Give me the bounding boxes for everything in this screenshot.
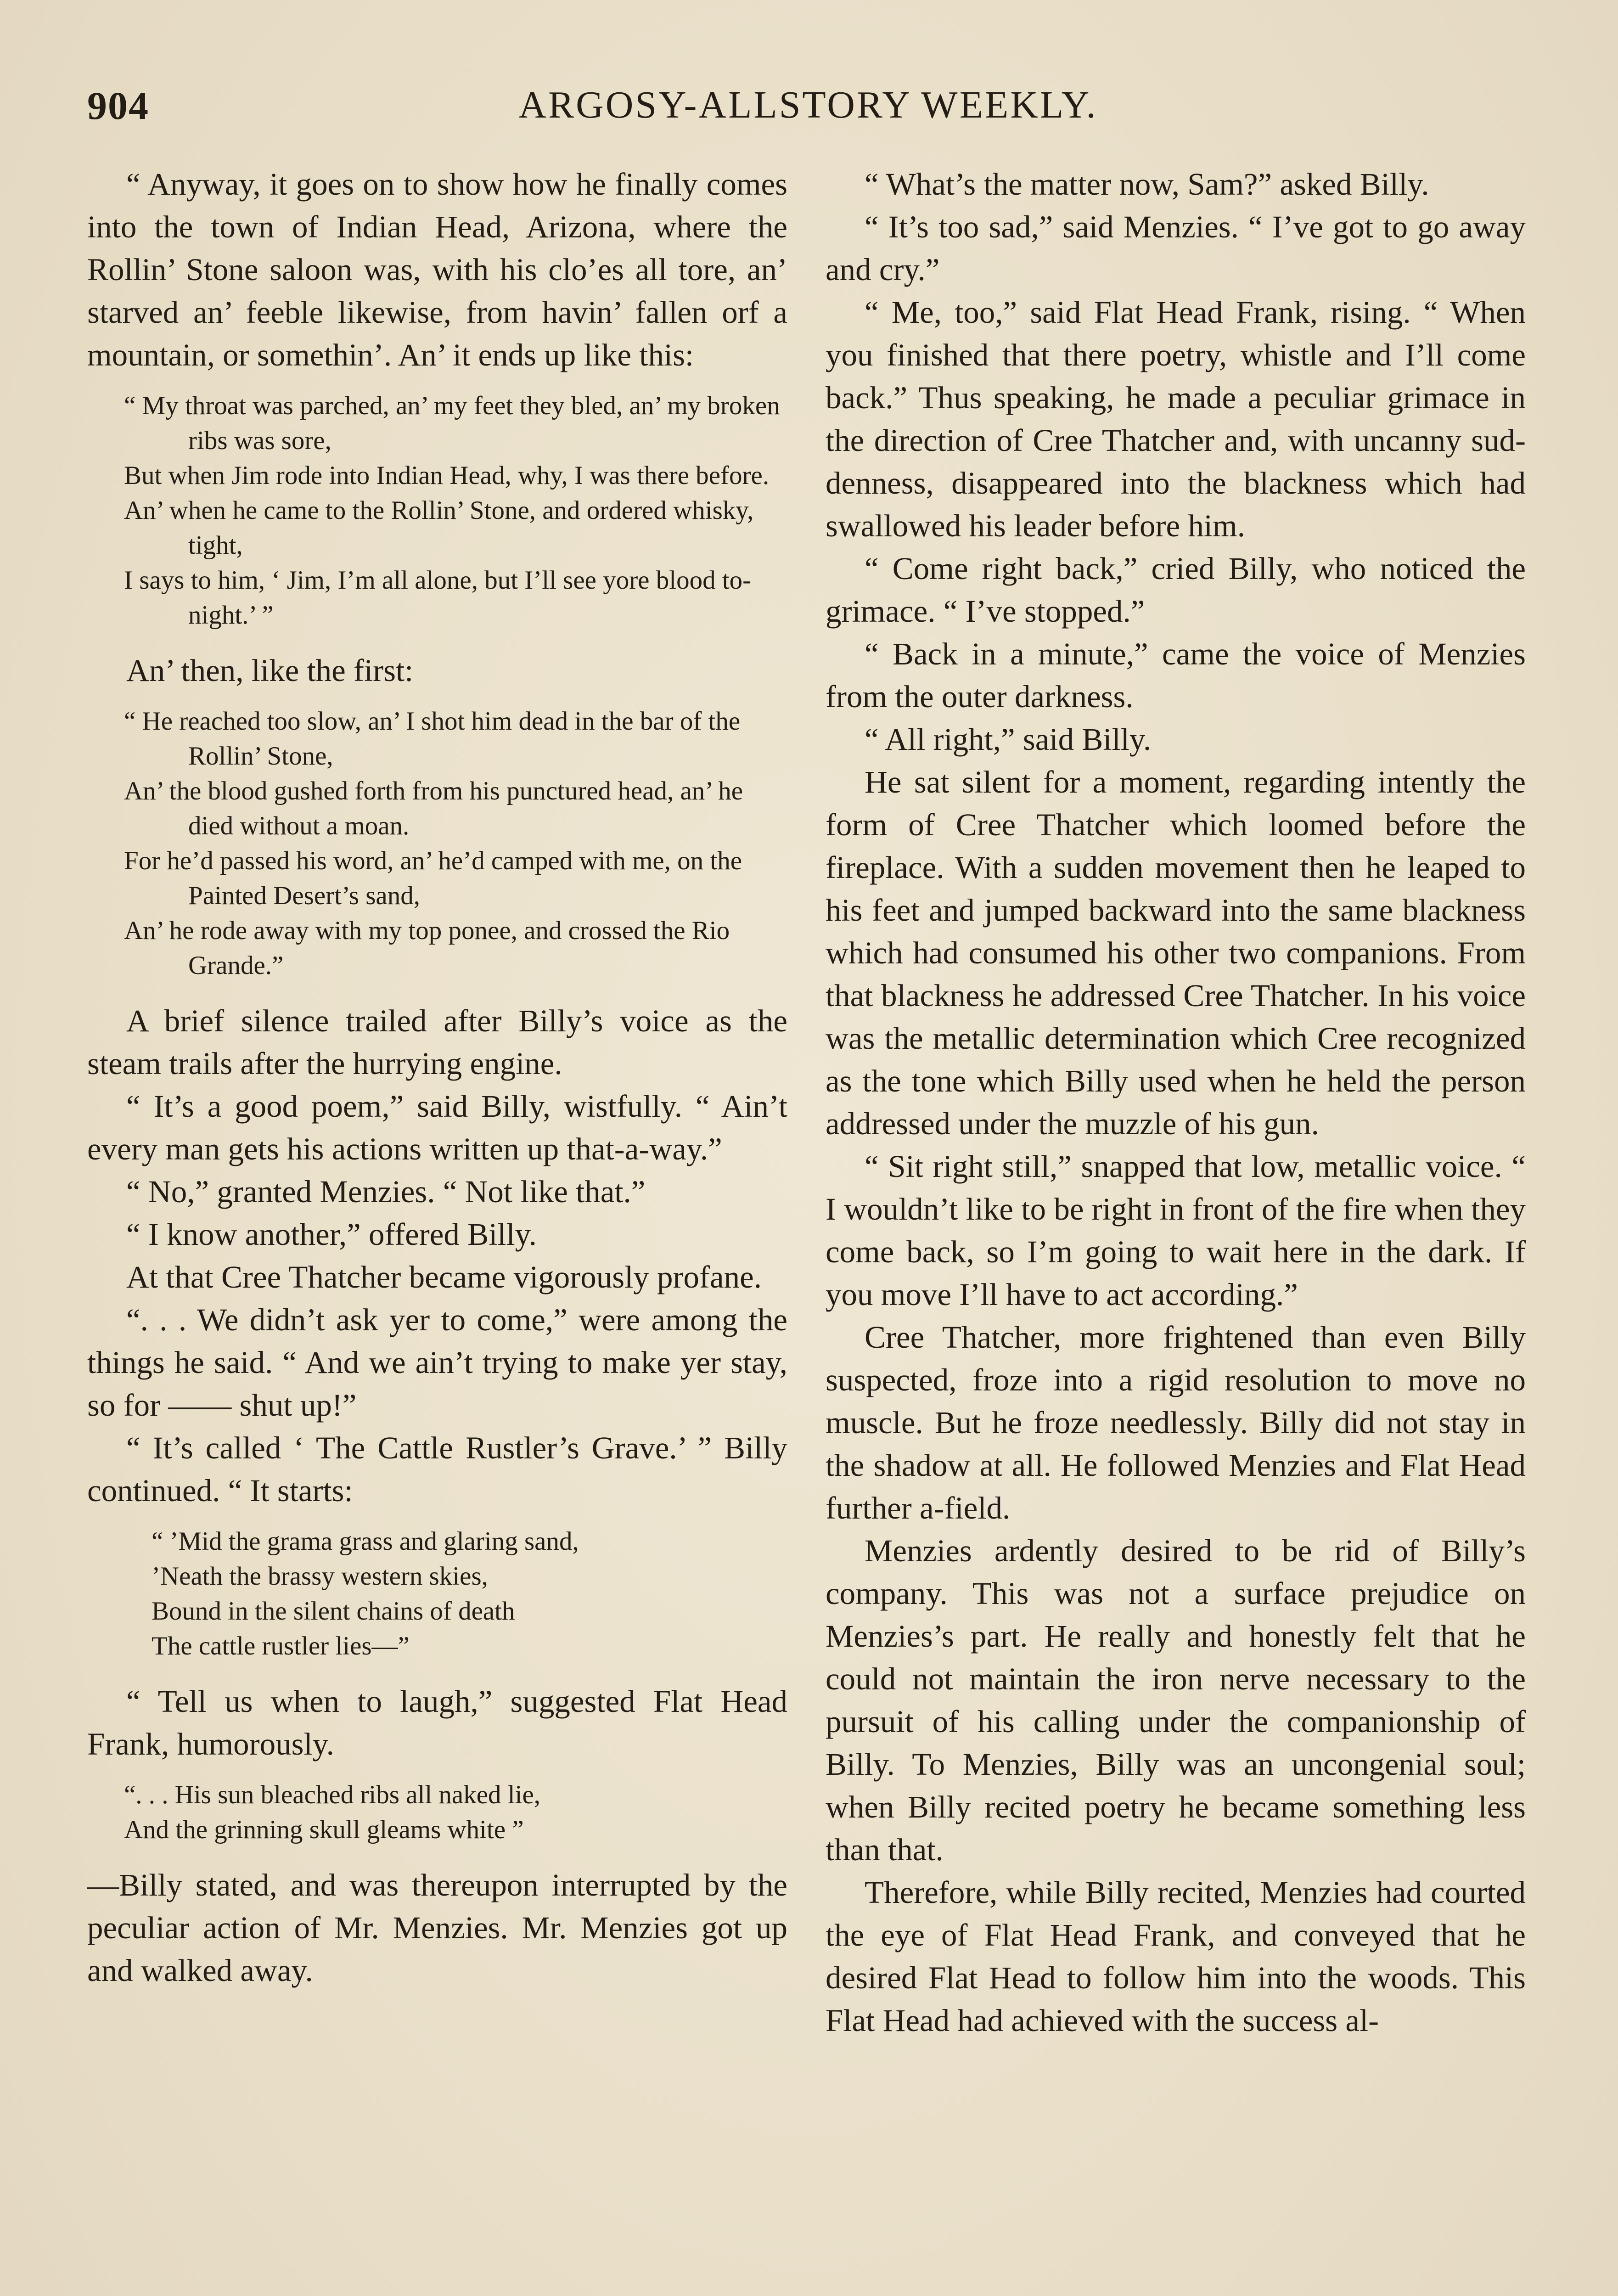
running-title: ARGOSY-ALLSTORY WEEKLY. [518, 84, 1098, 126]
paragraph: “. . . We didn’t ask yer to come,” were among the things he said. “ And we ain’t trying to make yer stay, so for —— shut up!” [87, 1302, 787, 1423]
paragraph: “ All right,” said Billy. [865, 722, 1152, 757]
verse-line: But when Jim rode into Indian Head, why, I was there before. [124, 461, 770, 490]
verse-block [87, 1524, 787, 1664]
paragraph: A brief silence trailed after Billy’s voice as the steam trails after the hurrying engine. [87, 1003, 787, 1081]
paragraph: “ It’s a good poem,” said Billy, wistfully. “ Ain’t every man gets his actions written up that-a-way.” [87, 1089, 787, 1166]
verse-line: “ ’Mid the grama grass and glaring sand, [152, 1527, 579, 1556]
verse-line: An’ when he came to the Rollin’ Stone, and ordered whisky, tight, [124, 496, 754, 560]
verse-block [87, 388, 787, 633]
paragraph: “ No,” granted Menzies. “ Not like that.” [126, 1174, 646, 1209]
paragraph: —Billy stated, and was thereupon interrupted by the peculiar action of Mr. Menzies. Mr. Menzies got up and walked away. [87, 1868, 787, 1988]
verse-line: And the grinning skull gleams white ” [124, 1815, 524, 1844]
paragraph: Menzies ardently desired to be rid of Billy’s company. This was not a surface prejudice on Menzies’s part. He really and honestly felt that he could not maintain the iron nerve necessary to the pursuit of his calling under the companionship of Billy. To Menzies, Billy was an uncongenial soul; when Billy recited poetry he became something less than that. [826, 1533, 1526, 1867]
verse-block [87, 1778, 787, 1847]
verse-line: “. . . His sun bleached ribs all naked lie, [124, 1780, 540, 1809]
paragraph: Therefore, while Billy recited, Menzies had courted the eye of Flat Head Frank, and conveyed that he desired Flat Head to follow him into the woods. This Flat Head had achieved with the success al- [826, 1875, 1526, 2038]
right-column [826, 163, 1526, 2296]
verse-line: I says to him, ‘ Jim, I’m all alone, but I’ll see yore blood to-night.’ ” [124, 566, 752, 630]
verse-block [87, 704, 787, 983]
paragraph: He sat silent for a moment, regarding intently the form of Cree Thatcher which loomed before the fireplace. With a sudden movement then he leaped to his feet and jumped backward into the same blackness which had consumed his other two companions. From that blackness he addressed Cree Thatcher. In his voice was the metallic determination which Cree recognized as the tone which Billy used when he held the person addressed under the muzzle of his gun. [826, 765, 1526, 1141]
paragraph: “ It’s too sad,” said Menzies. “ I’ve got to go away and cry.” [826, 209, 1526, 287]
paragraph: “ I know another,” offered Billy. [126, 1217, 537, 1252]
verse-line: ’Neath the brassy western skies, [152, 1562, 488, 1591]
paragraph: An’ then, like the first: [126, 653, 414, 688]
page-header [87, 83, 1529, 138]
paragraph: “ Back in a minute,” came the voice of Menzies from the outer darkness. [826, 636, 1526, 714]
verse-line: “ He reached too slow, an’ I shot him dead in the bar of the Rollin’ Stone, [124, 707, 741, 771]
paragraph: “ Come right back,” cried Billy, who noticed the grimace. “ I’ve stopped.” [826, 551, 1526, 629]
paragraph: “ What’s the matter now, Sam?” asked Billy. [865, 167, 1429, 202]
paragraph: “ It’s called ‘ The Cattle Rustler’s Grave.’ ” Billy continued. “ It starts: [87, 1430, 787, 1508]
verse-line: “ My throat was parched, an’ my feet they bled, an’ my broken ribs was sore, [124, 391, 780, 455]
left-column [87, 163, 787, 2296]
verse-line: An’ the blood gushed forth from his punctured head, an’ he died without a moan. [124, 777, 743, 840]
verse-line: For he’d passed his word, an’ he’d camped with me, on the Painted Desert’s sand, [124, 846, 742, 910]
paragraph: “ Me, too,” said Flat Head Frank, rising. “ When you finished that there poetry, whistle and I’ll come back.” Thus speaking, he made a peculiar grimace in the direction of Cree Thatcher and, with uncanny suddenness, disappeared into the blackness which had swallowed his leader before him. [826, 295, 1526, 543]
verse-line: The cattle rustler lies—” [152, 1632, 410, 1660]
paragraph: “ Tell us when to laugh,” suggested Flat Head Frank, humorously. [87, 1684, 787, 1761]
paragraph: Cree Thatcher, more frightened than even Billy suspected, froze into a rigid resolution to move no muscle. But he froze needlessly. Billy did not stay in the shadow at all. He followed Menzies and Flat Head further a-field. [826, 1320, 1526, 1525]
verse-line: Bound in the silent chains of death [152, 1597, 515, 1626]
paragraph: “ Anyway, it goes on to show how he finally comes into the town of Indian Head, Arizona, where the Rollin’ Stone saloon was, with his clo’es all tore, an’ starved an’ feeble likewise, from havin’ fallen orf a mountain, or somethin’. An’ it ends up like this: [87, 167, 787, 372]
page-number: 904 [87, 84, 149, 128]
verse-line: An’ he rode away with my top ponee, and crossed the Rio Grande.” [124, 916, 730, 980]
paragraph: At that Cree Thatcher became vigorously profane. [126, 1260, 762, 1294]
paragraph: “ Sit right still,” snapped that low, metallic voice. “ I wouldn’t like to be right in front of the fire when they come back, so I’m going to wait here in the dark. If you move I’ll have to act according.” [826, 1149, 1526, 1312]
